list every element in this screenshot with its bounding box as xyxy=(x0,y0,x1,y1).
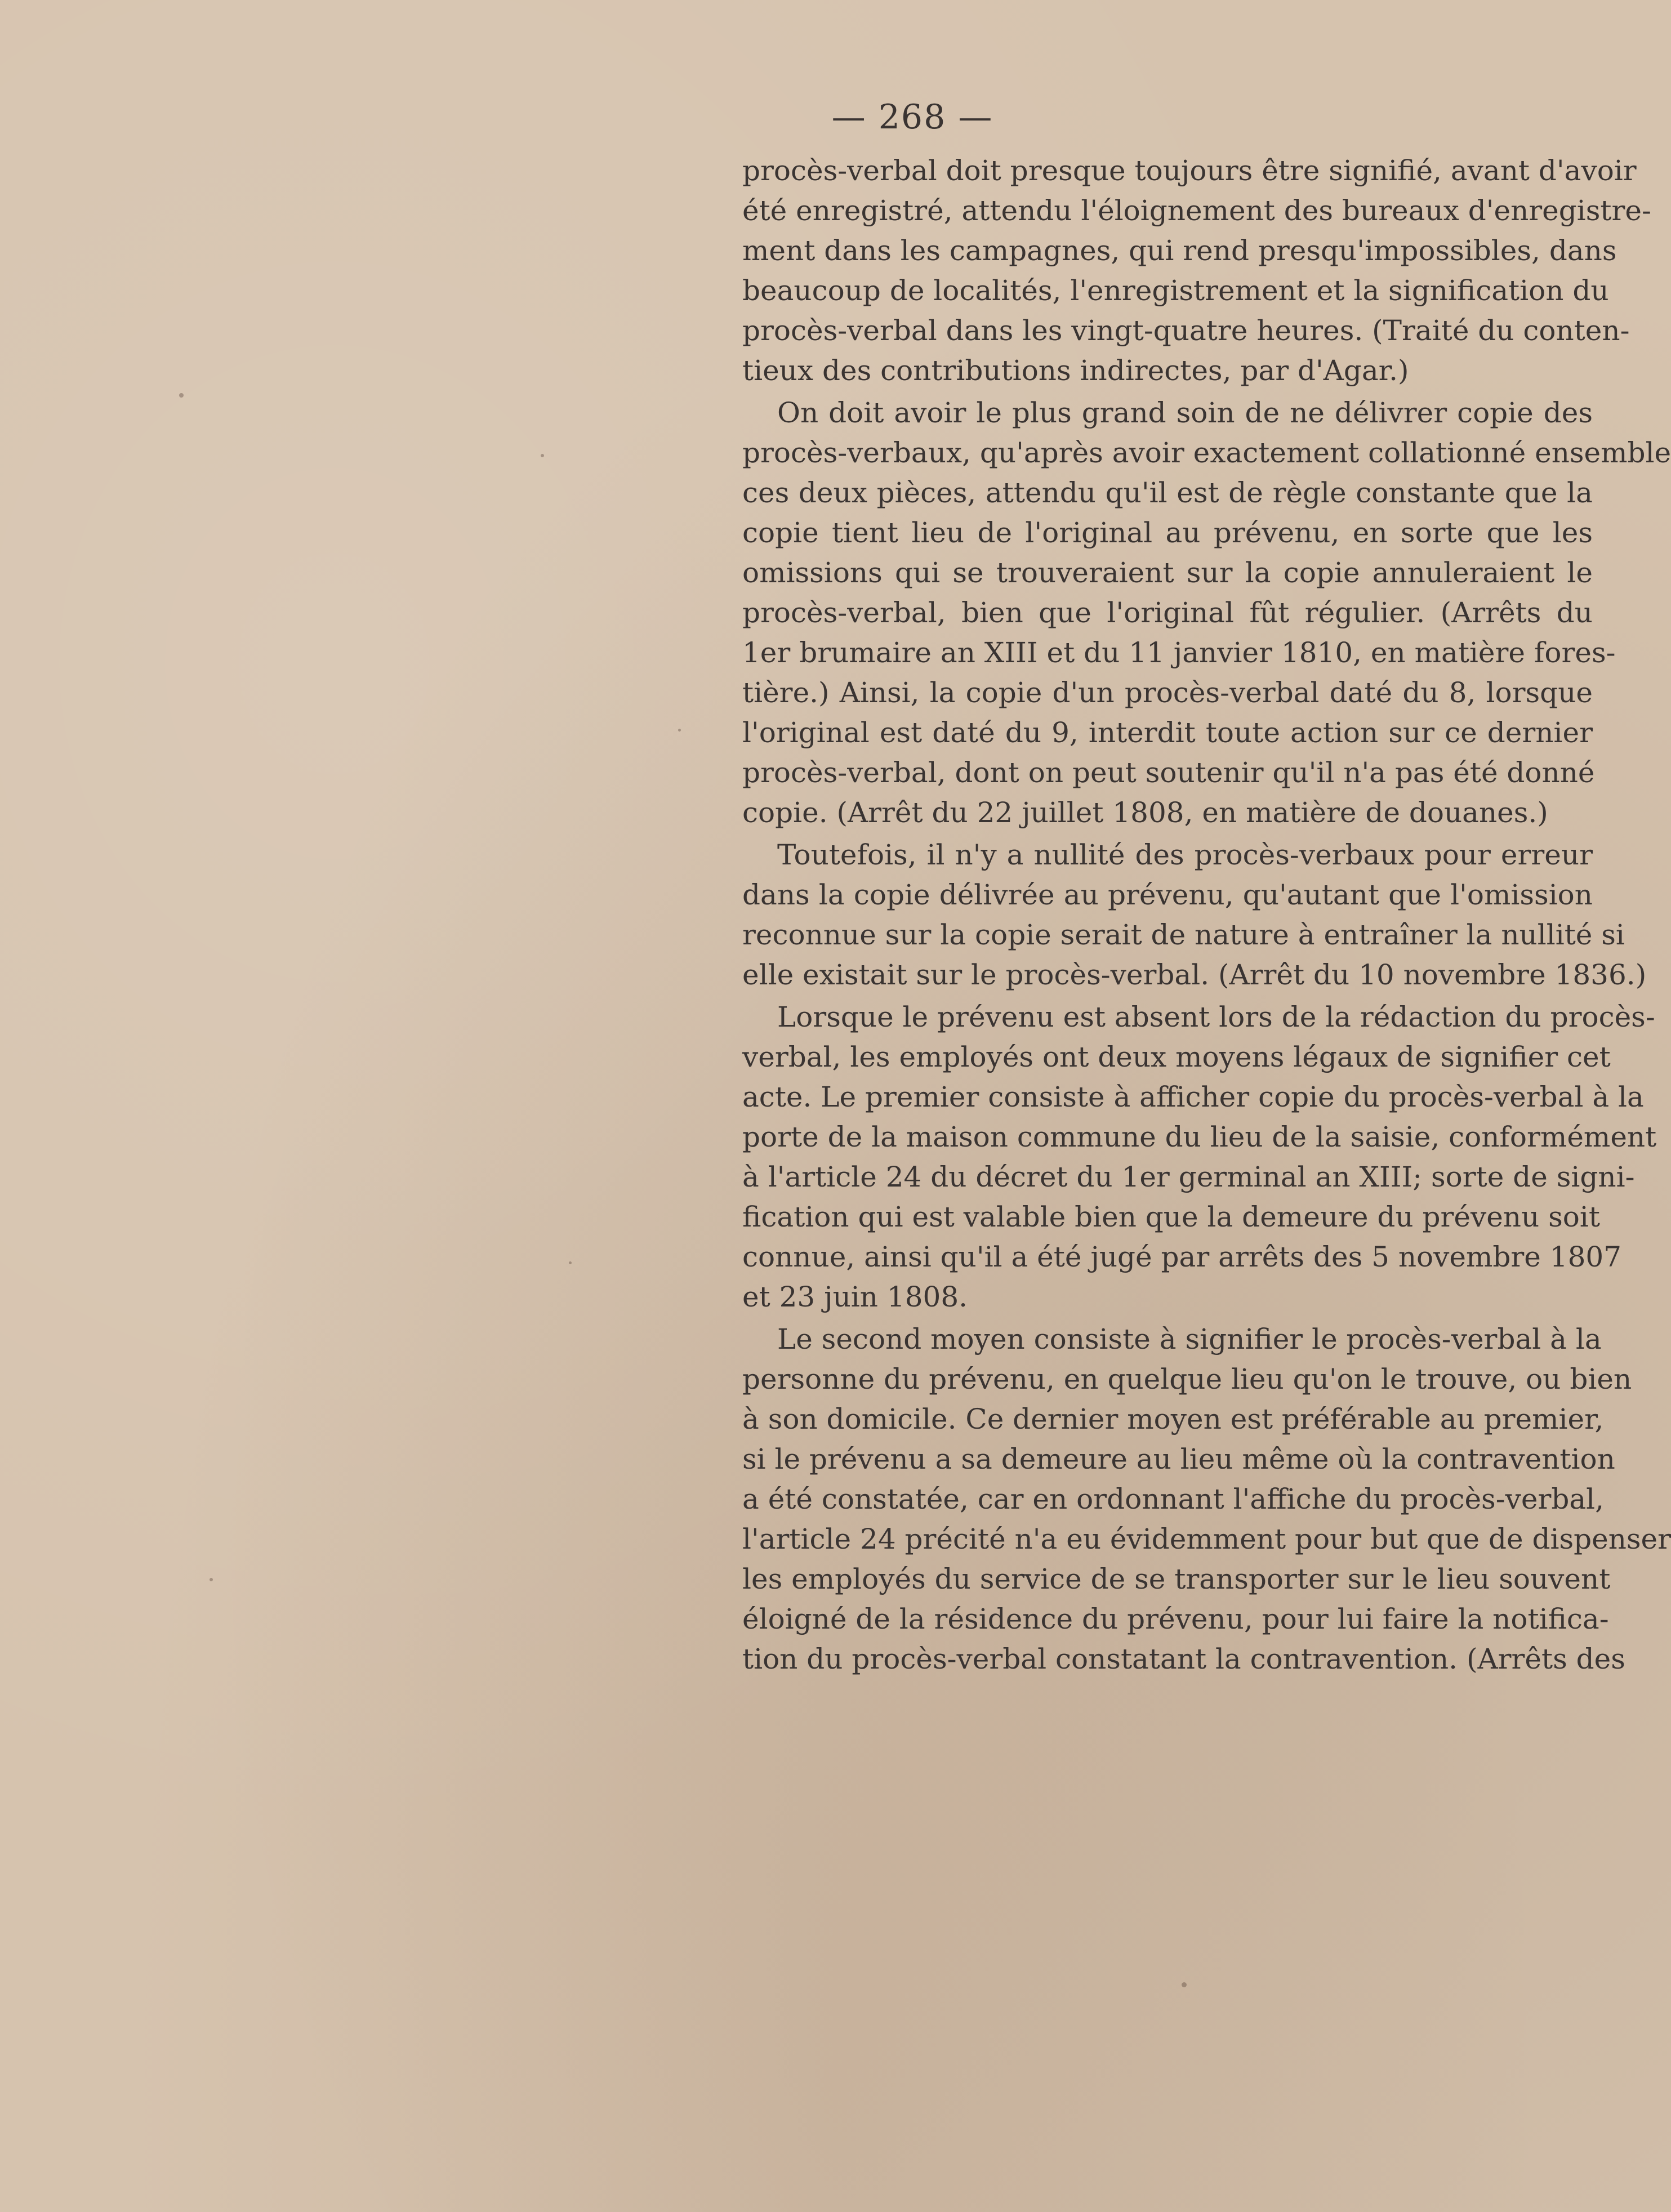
text-line: connue, ainsi qu'il a été jugé par arrêts des 5 novembre 1807 xyxy=(742,1241,1622,1273)
text-line: été enregistré, attendu l'éloignement des bureaux d'enregistre- xyxy=(742,194,1651,227)
paragraph xyxy=(742,151,1651,391)
text-line: ment dans les campagnes, qui rend presqu'impossibles, dans xyxy=(742,234,1617,267)
paper-speck xyxy=(678,729,681,732)
text-line: 1er brumaire an XIII et du 11 janvier 1810, en matière fores- xyxy=(742,636,1616,669)
text-line: procès-verbal, bien que l'original fût régulier. (Arrêts du xyxy=(742,596,1593,629)
text-line: procès-verbal dans les vingt-quatre heures. (Traité du conten- xyxy=(742,314,1630,347)
text-line: si le prévenu a sa demeure au lieu même où la contravention xyxy=(742,1443,1615,1475)
text-line: Toutefois, il n'y a nullité des procès-verbaux pour erreur xyxy=(777,839,1593,871)
paragraph xyxy=(742,1319,1671,1679)
text-line: a été constatée, car en ordonnant l'affiche du procès-verbal, xyxy=(742,1483,1605,1515)
paper-speck xyxy=(569,1261,572,1264)
paper-speck xyxy=(179,393,184,398)
body-text xyxy=(742,151,1671,1679)
text-line: tion du procès-verbal constatant la contravention. (Arrêts des xyxy=(742,1643,1625,1675)
paragraph xyxy=(742,835,1647,995)
paragraph xyxy=(742,393,1671,833)
text-line: l'article 24 précité n'a eu évidemment pour but que de dispenser xyxy=(742,1523,1671,1555)
paper-speck xyxy=(210,1578,213,1581)
text-line: copie. (Arrêt du 22 juillet 1808, en matière de douanes.) xyxy=(742,796,1548,829)
text-line: éloigné de la résidence du prévenu, pour lui faire la notifica- xyxy=(742,1603,1609,1635)
paper-speck xyxy=(1182,1982,1187,1987)
text-line: reconnue sur la copie serait de nature à entraîner la nullité si xyxy=(742,918,1625,951)
text-line: fication qui est valable bien que la demeure du prévenu soit xyxy=(742,1201,1600,1233)
text-line: procès-verbal, dont on peut soutenir qu'il n'a pas été donné xyxy=(742,756,1595,789)
text-line: tieux des contributions indirectes, par d'Agar.) xyxy=(742,354,1409,387)
paragraph xyxy=(742,997,1657,1317)
text-line: l'original est daté du 9, interdit toute action sur ce dernier xyxy=(742,716,1593,749)
text-line: elle existait sur le procès-verbal. (Arrêt du 10 novembre 1836.) xyxy=(742,958,1647,991)
text-line: porte de la maison commune du lieu de la saisie, conformément xyxy=(742,1121,1657,1153)
text-line: On doit avoir le plus grand soin de ne délivrer copie des xyxy=(777,396,1593,429)
text-line: verbal, les employés ont deux moyens légaux de signifier cet xyxy=(742,1041,1611,1073)
text-line: Le second moyen consiste à signifier le procès-verbal à la xyxy=(777,1323,1602,1355)
text-line: les employés du service de se transporter sur le lieu souvent xyxy=(742,1563,1611,1595)
text-line: omissions qui se trouveraient sur la copie annuleraient le xyxy=(742,556,1593,589)
text-line: copie tient lieu de l'original au prévenu, en sorte que les xyxy=(742,516,1593,549)
text-line: dans la copie délivrée au prévenu, qu'autant que l'omission xyxy=(742,878,1593,911)
paper-speck xyxy=(541,454,544,457)
text-line: Lorsque le prévenu est absent lors de la rédaction du procès- xyxy=(777,1001,1655,1033)
text-line: procès-verbaux, qu'après avoir exactement collationné ensemble xyxy=(742,436,1671,469)
text-line: personne du prévenu, en quelque lieu qu'on le trouve, ou bien xyxy=(742,1363,1632,1395)
text-line: à son domicile. Ce dernier moyen est préférable au premier, xyxy=(742,1403,1604,1435)
text-line: beaucoup de localités, l'enregistrement et la signification du xyxy=(742,274,1609,307)
text-line: acte. Le premier consiste à afficher copie du procès-verbal à la xyxy=(742,1081,1644,1113)
text-line: ces deux pièces, attendu qu'il est de règle constante que la xyxy=(742,476,1593,509)
text-line: tière.) Ainsi, la copie d'un procès-verbal daté du 8, lorsque xyxy=(742,676,1593,709)
text-line: procès-verbal doit presque toujours être signifié, avant d'avoir xyxy=(742,154,1637,187)
text-line: et 23 juin 1808. xyxy=(742,1281,968,1313)
page-number: — 268 — xyxy=(831,97,993,137)
text-line: à l'article 24 du décret du 1er germinal an XIII; sorte de signi- xyxy=(742,1161,1635,1193)
